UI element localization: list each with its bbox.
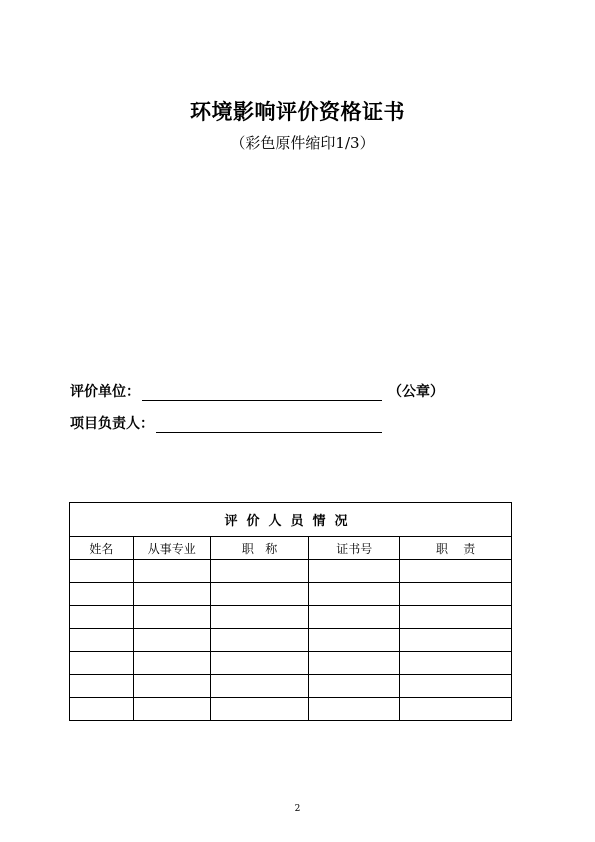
table-cell [70,698,134,721]
table-cell [400,698,512,721]
project-manager-blank [156,416,382,433]
table-cell [400,675,512,698]
table-cell [70,560,134,583]
table-cell [133,560,210,583]
table-cell [133,675,210,698]
table-row [70,629,512,652]
table-cell [309,675,400,698]
table-row [70,698,512,721]
table-row [70,560,512,583]
table-cell [400,583,512,606]
table-cell [309,629,400,652]
table-cell [70,652,134,675]
table-cell [70,629,134,652]
table-cell [133,583,210,606]
table-cell [400,560,512,583]
table-cell [210,560,309,583]
table-cell [70,606,134,629]
table-cell [210,675,309,698]
table-cell [70,583,134,606]
table-row [70,606,512,629]
table-cell [133,629,210,652]
column-header-specialty: 从事专业 [133,537,210,560]
page-number: 2 [294,804,301,814]
evaluation-unit-label: 评价单位： [70,384,140,400]
table-cell [70,675,134,698]
table-cell [133,652,210,675]
table-cell [210,583,309,606]
table-caption: 评价人员情况 [70,503,512,537]
table-cell [400,629,512,652]
evaluation-unit-row [70,381,444,401]
project-manager-row [70,413,382,433]
table-header-row [70,537,512,560]
document-title: 环境影响评价资格证书 [190,100,405,124]
table-cell [309,698,400,721]
table-cell [133,698,210,721]
official-seal-note: （公章） [388,384,444,400]
table-cell [210,606,309,629]
table-cell [210,698,309,721]
column-header-duty: 职 责 [400,537,512,560]
column-header-title: 职 称 [210,537,309,560]
table-cell [210,652,309,675]
table-cell [210,629,309,652]
table-row [70,675,512,698]
table-cell [133,606,210,629]
evaluation-staff-table [69,502,512,721]
column-header-name: 姓名 [70,537,134,560]
evaluation-unit-blank [142,384,382,401]
table-cell [309,560,400,583]
table-cell [400,606,512,629]
column-header-certificate-no: 证书号 [309,537,400,560]
project-manager-label: 项目负责人： [70,416,154,432]
table-cell [309,652,400,675]
table-cell [400,652,512,675]
table-row [70,652,512,675]
table-cell [309,606,400,629]
table-row [70,583,512,606]
table-cell [309,583,400,606]
document-subtitle: （彩色原件缩印1/3） [230,134,375,152]
